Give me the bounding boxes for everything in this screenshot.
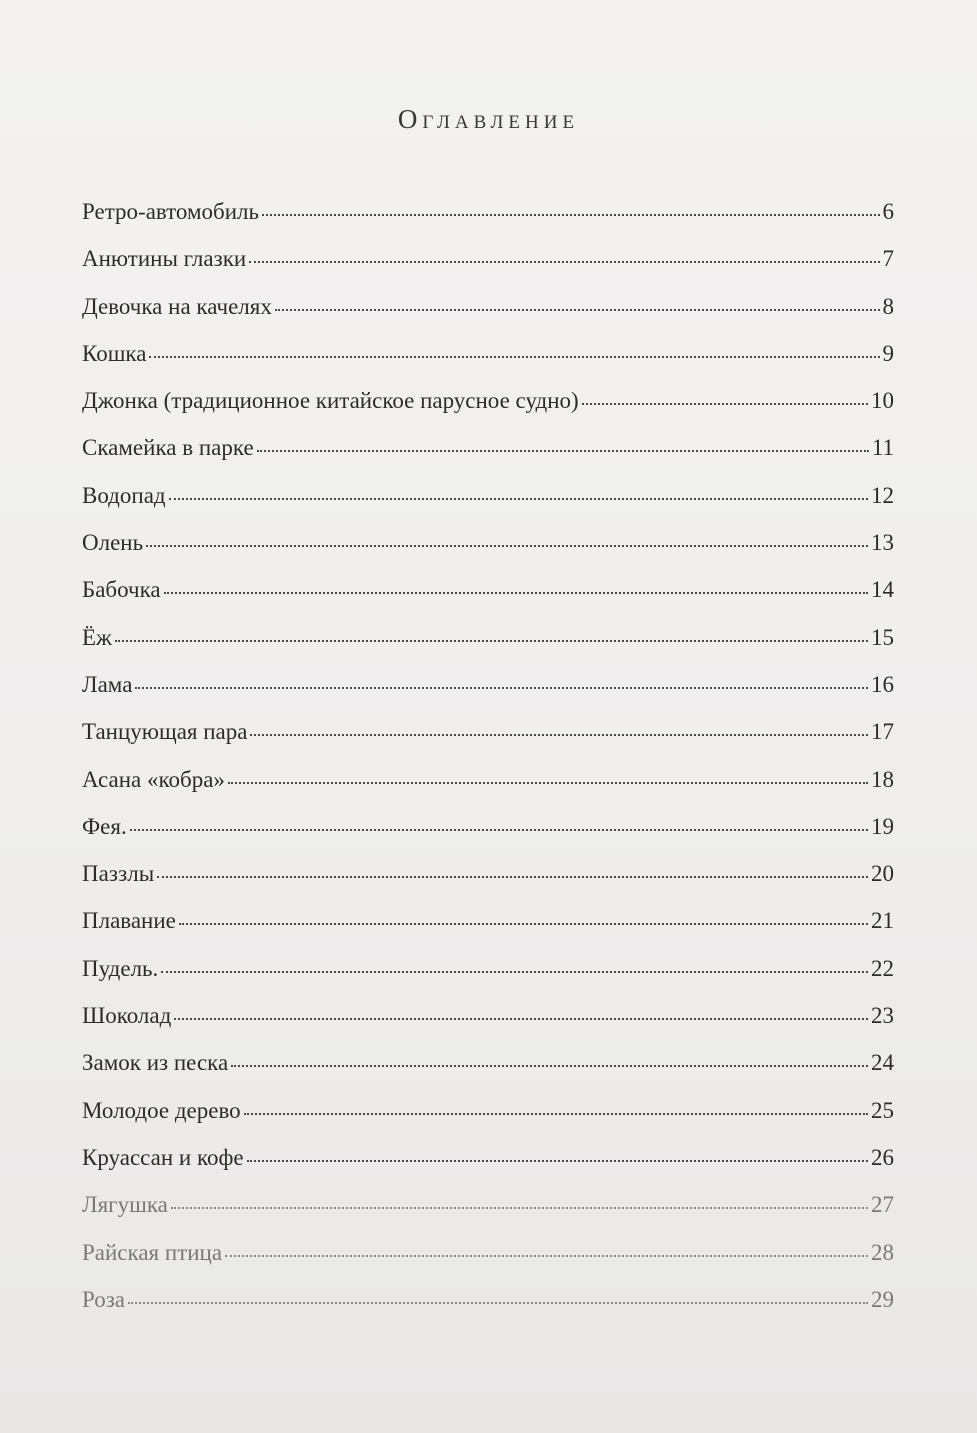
toc-entry-page-number: 8 [882,293,894,319]
table-of-contents [82,199,894,1334]
toc-entry-label: Лягушка [82,1192,168,1218]
toc-entry-label: Ёж [82,624,112,650]
toc-dot-leader [225,1255,868,1257]
toc-entry-label: Замок из песка [82,1050,229,1076]
toc-dot-leader [149,356,879,358]
toc-dot-leader [228,782,868,784]
toc-entry [82,1003,894,1050]
toc-entry [82,483,894,530]
toc-entry-page-number: 25 [871,1097,894,1123]
toc-dot-leader [161,971,868,973]
toc-entry-label: Джонка (традиционное китайское парусное судно) [82,388,579,414]
toc-entry-page-number: 16 [871,671,894,697]
toc-dot-leader [128,1302,868,1304]
toc-dot-leader [247,1160,868,1162]
toc-dot-leader [275,309,880,311]
toc-entry-label: Паззлы [82,861,155,887]
toc-entry-label: Водопад [82,482,166,508]
toc-entry-label: Роза [82,1286,126,1312]
toc-entry-page-number: 23 [871,1003,894,1029]
toc-dot-leader [157,876,868,878]
toc-entry [82,625,894,672]
toc-dot-leader [115,640,868,642]
toc-entry-page-number: 21 [871,908,894,934]
toc-entry [82,1192,894,1239]
toc-entry-label: Молодое дерево [82,1097,241,1123]
toc-dot-leader [249,261,879,263]
toc-dot-leader [174,1018,868,1020]
toc-dot-leader [257,450,869,452]
toc-entry-page-number: 13 [871,530,894,556]
toc-entry-label: Танцующая пара [82,719,248,745]
toc-entry-page-number: 27 [871,1192,894,1218]
toc-entry-label: Девочка на качелях [82,293,272,319]
toc-entry-page-number: 11 [871,435,894,461]
toc-entry-page-number: 6 [882,199,894,224]
toc-entry-page-number: 14 [871,577,894,603]
toc-entry-page-number: 19 [871,813,894,839]
toc-entry [82,246,894,293]
toc-entry-label: Лама [82,671,133,697]
toc-entry [82,908,894,955]
toc-entry [82,294,894,341]
toc-entry-page-number: 24 [871,1050,894,1076]
toc-entry [82,956,894,1003]
toc-entry [82,199,894,246]
toc-entry [82,1050,894,1097]
toc-entry-page-number: 9 [882,340,894,366]
toc-entry-page-number: 18 [871,766,894,792]
toc-entry-label: Кошка [82,340,147,366]
toc-entry-page-number: 28 [871,1239,894,1265]
toc-dot-leader [164,592,868,594]
toc-entry-page-number: 29 [871,1286,894,1312]
toc-dot-leader [582,403,868,405]
toc-entry [82,861,894,908]
toc-entry-label: Анютины глазки [82,246,247,272]
toc-dot-leader [179,923,868,925]
toc-entry-page-number: 20 [871,861,894,887]
toc-entry-page-number: 10 [871,388,894,414]
toc-entry-page-number: 22 [871,955,894,981]
toc-entry [82,1098,894,1145]
toc-entry-label: Шоколад [82,1003,172,1029]
toc-entry-page-number: 15 [871,624,894,650]
toc-dot-leader [171,1207,868,1209]
toc-entry-page-number: 7 [882,246,894,272]
toc-entry [82,341,894,388]
toc-entry-page-number: 12 [871,482,894,508]
toc-dot-leader [231,1065,868,1067]
toc-entry [82,1145,894,1192]
toc-entry [82,1287,894,1334]
toc-entry [82,388,894,435]
toc-entry-page-number: 26 [871,1144,894,1170]
toc-dot-leader [146,545,868,547]
toc-dot-leader [135,687,868,689]
toc-entry [82,672,894,719]
toc-dot-leader [130,829,868,831]
toc-entry-label: Скамейка в парке [82,435,254,461]
toc-entry-label: Бабочка [82,577,161,603]
toc-entry [82,1240,894,1287]
toc-entry [82,767,894,814]
toc-entry-label: Круассан и кофе [82,1144,244,1170]
toc-entry [82,719,894,766]
toc-dot-leader [169,498,868,500]
toc-entry-label: Асана «кобра» [82,766,225,792]
toc-entry [82,530,894,577]
toc-entry [82,435,894,482]
toc-dot-leader [244,1113,868,1115]
toc-entry-label: Райская птица [82,1239,223,1265]
toc-entry-label: Плавание [82,908,176,934]
toc-entry-label: Ретро-автомобиль [82,199,260,224]
toc-entry-page-number: 17 [871,719,894,745]
toc-entry-label: Фея. [82,813,127,839]
toc-entry-label: Пудель. [82,955,159,981]
toc-dot-leader [250,734,868,736]
toc-entry-label: Олень [82,530,144,556]
toc-entry [82,577,894,624]
toc-entry [82,814,894,861]
page-title: Оглавление [397,104,580,134]
toc-dot-leader [262,214,879,216]
